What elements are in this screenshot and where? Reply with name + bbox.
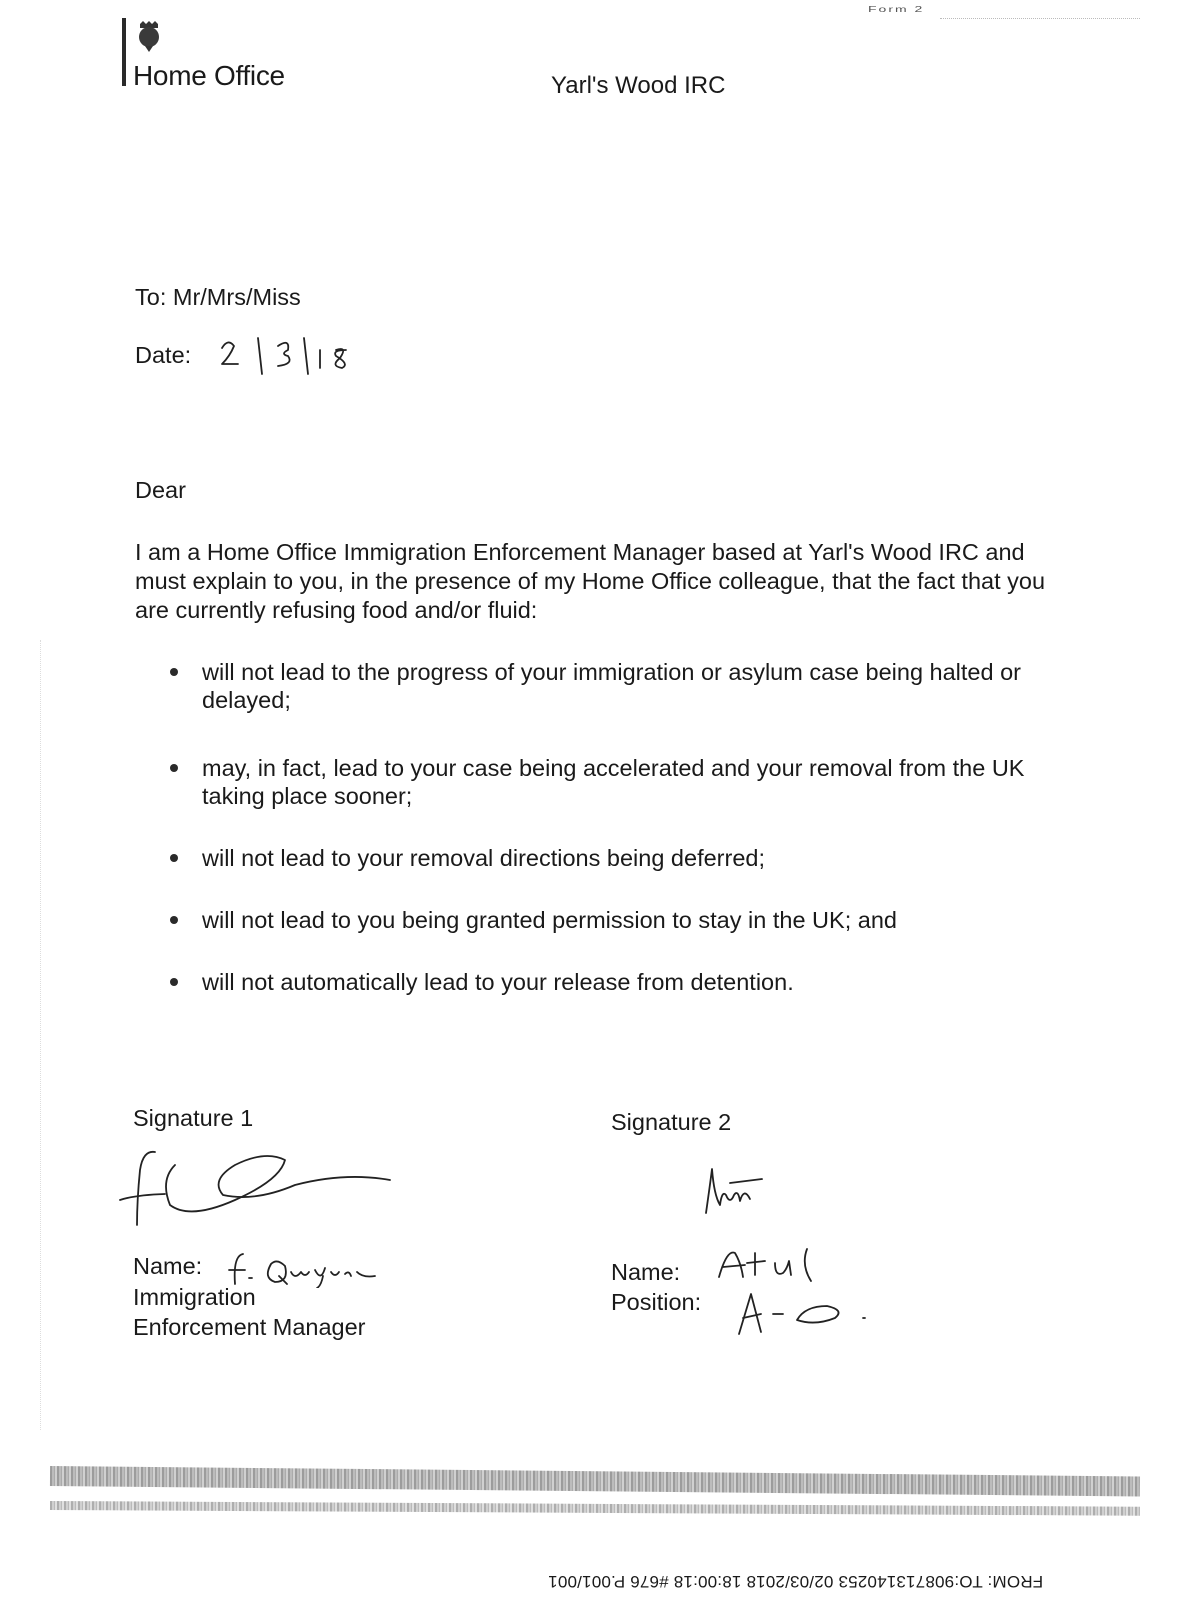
organisation-name: Home Office bbox=[133, 60, 285, 91]
intro-paragraph: I am a Home Office Immigration Enforcement Manager based at Yarl's Wood IRC and must explain to you, in the presence of my Home Office colleague, that the fact that you are currently refusing food and/or fluid: bbox=[135, 539, 1046, 623]
list-item-text: may, in fact, lead to your case being accelerated and your removal from the UK taking place sooner; bbox=[202, 755, 1025, 809]
date-handwritten bbox=[220, 334, 370, 382]
royal-crest-icon bbox=[137, 20, 161, 54]
scan-band bbox=[50, 1501, 1140, 1516]
logo-rule bbox=[122, 18, 126, 86]
scan-band bbox=[50, 1466, 1140, 1496]
signature-2-name-handwritten bbox=[715, 1245, 825, 1285]
signature-2-label: Signature 2 bbox=[611, 1109, 732, 1135]
list-item bbox=[165, 844, 1065, 872]
list-item-text: will not lead to the progress of your immigration or asylum case being halted or delayed; bbox=[202, 659, 1021, 713]
statement-list bbox=[165, 658, 1065, 996]
bullet-icon bbox=[170, 764, 178, 772]
recipient-line: To: Mr/Mrs/Miss bbox=[135, 284, 301, 310]
list-item-text: will not automatically lead to your release from detention. bbox=[202, 969, 794, 995]
bullet-icon bbox=[170, 854, 178, 862]
role-line-1: Immigration bbox=[133, 1284, 256, 1310]
location-heading: Yarl's Wood IRC bbox=[551, 72, 726, 99]
list-item bbox=[165, 754, 1065, 810]
signature-1-role bbox=[133, 1282, 366, 1342]
signature-1-handwritten bbox=[115, 1140, 405, 1230]
list-item bbox=[165, 968, 1065, 996]
bullet-icon bbox=[170, 978, 178, 986]
signature-2-position-handwritten bbox=[735, 1290, 880, 1336]
list-item-text: will not lead to you being granted permission to stay in the UK; and bbox=[202, 907, 897, 933]
signature-1-label: Signature 1 bbox=[133, 1105, 254, 1131]
fax-transmission-header: FROM: TO:908713140253 02/03/2018 18:00:18 #676 P.001/001 bbox=[548, 1572, 1044, 1591]
list-item bbox=[165, 906, 1065, 934]
list-item-text: will not lead to your removal directions being deferred; bbox=[202, 845, 765, 871]
list-item bbox=[165, 658, 1065, 714]
bullet-icon bbox=[170, 916, 178, 924]
signature-2-handwritten bbox=[700, 1165, 770, 1215]
scan-edge-artifact bbox=[40, 640, 42, 1430]
salutation: Dear bbox=[135, 477, 186, 503]
signature-2-name-label: Name: bbox=[611, 1259, 681, 1285]
role-line-2: Enforcement Manager bbox=[133, 1314, 366, 1340]
bullet-icon bbox=[170, 668, 178, 676]
signature-1-name-label: Name: bbox=[133, 1253, 203, 1279]
date-label: Date: bbox=[135, 342, 192, 368]
form-reference-rule bbox=[940, 18, 1140, 20]
form-reference: Form 2 bbox=[868, 4, 925, 14]
signature-2-position-label: Position: bbox=[611, 1289, 702, 1315]
